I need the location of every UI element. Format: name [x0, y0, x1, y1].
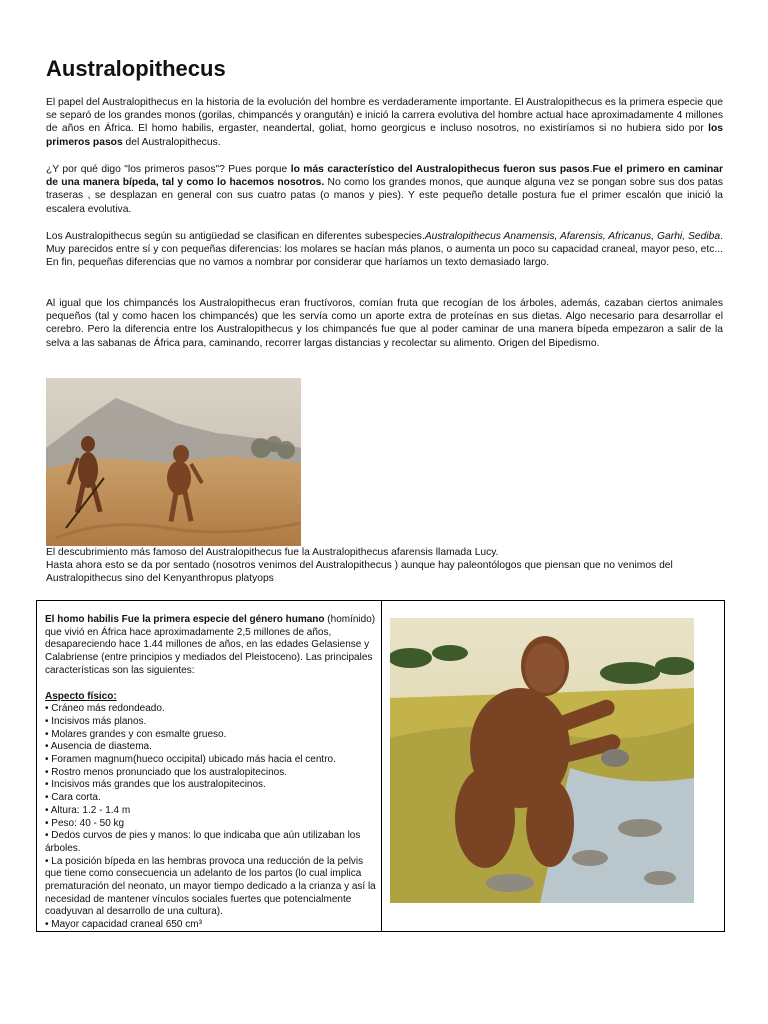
trait-item: • Mayor capacidad craneal 650 cm³ — [45, 919, 202, 931]
trait-item: • Molares grandes y con esmalte grueso. — [45, 728, 227, 740]
p3-run: . Muy parecidos entre sí y con pequeñas diferencias: los molares se hacían más planos, o aumenta un poco su capacidad craneal, mayor peso, etc... En fin, pequeñas diferencias que no vamos a nombrar por considerar que haríamos un texto demasiado largo. — [46, 231, 723, 269]
aspect-title: Aspecto físico: — [45, 690, 117, 702]
paragraph-subspecies — [46, 230, 723, 270]
paragraph-intro — [46, 96, 723, 149]
trait-item: • Cara corta. — [45, 792, 101, 804]
homo-habilis-text — [45, 614, 377, 932]
table-divider — [381, 601, 382, 931]
trait-item: • Cráneo más redondeado. — [45, 703, 165, 715]
p2-run: No como los grandes monos, que aunque alguna vez se pongan sobre sus dos patas traseras , se desplazan en general con sus cuatro patas (o manos y pies). Y este pequeño detalle postura fue el primer escalón que inició la escalera evolutiva. — [46, 177, 724, 215]
trait-item: • Rostro menos pronunciado que los australopitecinos. — [45, 766, 287, 778]
caption-line-kenyanthropus: Hasta ahora esto se da por sentado (nosotros venimos del Australopithecus ) aunque hay paleontólogos que piensan que no venimos del Australopithecus sino del Kenyanthropus platyops — [46, 560, 673, 585]
paragraph-diet — [46, 297, 723, 350]
p3-run: Australopithecus Anamensis, Afarensis, Africanus, Garhi, Sediba — [424, 231, 721, 242]
trait-item: • Altura: 1.2 - 1.4 m — [45, 804, 131, 816]
habilis-heading: El homo habilis Fue la primera especie del género humano — [45, 614, 325, 625]
p4-run: Al igual que los chimpancés los Australopithecus eran fructívoros, comían fruta que recogían de los árboles, además, cazaban ciertos animales pequeños (tal y como hacen los chimpancés) que les servía como un aporte extra de proteínas en sus dietas. Algo necesario para desarrollar el cerebro. Pero la diferencia entre los Australopithecus y los chimpancés fue que al poder caminar de una manera bípeda empezaron a salir de la selva a las sabanas de África para, caminando, recorrer largas distancias y recolectar su alimento. Origen del Bipedismo. — [46, 298, 723, 349]
trait-item: • Dedos curvos de pies y manos: lo que indicaba que aún utilizaban los árboles. — [45, 830, 361, 854]
p1-run: los primeros pasos — [46, 123, 723, 148]
trait-item: • La posición bípeda en las hembras provoca una reducción de la pelvis que tiene como consecuencia un adelanto de los partos (lo cual implica prematuración del neonato, un mayor tiempo dedicado a la crianza y así la necesidad de mantener vínculos sociales fuertes que potencialmente coadyuvan al desarrollo de una cultura). — [45, 855, 376, 918]
p3-run: Los Australopithecus según su antigüedad se clasifican en diferentes subespecies. — [46, 231, 425, 242]
figure-caption — [46, 546, 726, 586]
p1-run: del Australopithecus. — [122, 136, 221, 148]
australopithecus-walking-illustration — [46, 378, 301, 546]
page-title: Australopithecus — [46, 56, 226, 81]
trait-item: • Ausencia de diastema. — [45, 741, 152, 753]
p2-run: . — [589, 164, 593, 175]
p2-run: Fue el primero en caminar de una manera bípeda, tal y como lo hacemos nosotros. — [46, 164, 724, 189]
homo-habilis-table — [36, 600, 725, 932]
caption-line-lucy: El descubrimiento más famoso del Australopithecus fue la Australopithecus afarensis llamada Lucy. — [46, 547, 499, 558]
paragraph-first-steps — [46, 163, 723, 216]
trait-item: • Peso: 40 - 50 kg — [45, 817, 125, 829]
p2-run: ¿Y por qué digo "los primeros pasos"? Pues porque — [46, 164, 291, 175]
traits-list — [45, 703, 377, 932]
p1-run: El papel del Australopithecus en la historia de la evolución del hombre es verdaderamente importante. El Australopithecus es la primera especie que se separó de los grandes monos (gorilas, chimpancés y orangután) e inició la carrera evolutiva del hombre actual hace aproximadamente 4 millones de años en África. El homo habilis, ergaster, neandertal, goliat, homo georgicus e incluso nosotros, no existiríamos si no hubiera sido por — [46, 97, 723, 135]
trait-item: • Incisivos más planos. — [45, 715, 147, 727]
p2-run: lo más característico del Australopithecus fueron sus pasos — [290, 164, 590, 175]
habilis-intro-text: (homínido) que vivió en África hace aproximadamente 2,5 millones de años, desapareciendo hace 1.44 millones de años, en las edades Gelasiense y Calabriense (entre principios y mediados del Pleistoceno). Las principales características son las siguientes: — [45, 614, 376, 676]
trait-item: • Foramen magnum(hueco occipital) ubicado más hacia el centro. — [45, 754, 336, 766]
habilis-intro — [45, 614, 377, 678]
homo-habilis-illustration — [390, 618, 694, 903]
trait-item: • Incisivos más grandes que los australopitecinos. — [45, 779, 266, 791]
